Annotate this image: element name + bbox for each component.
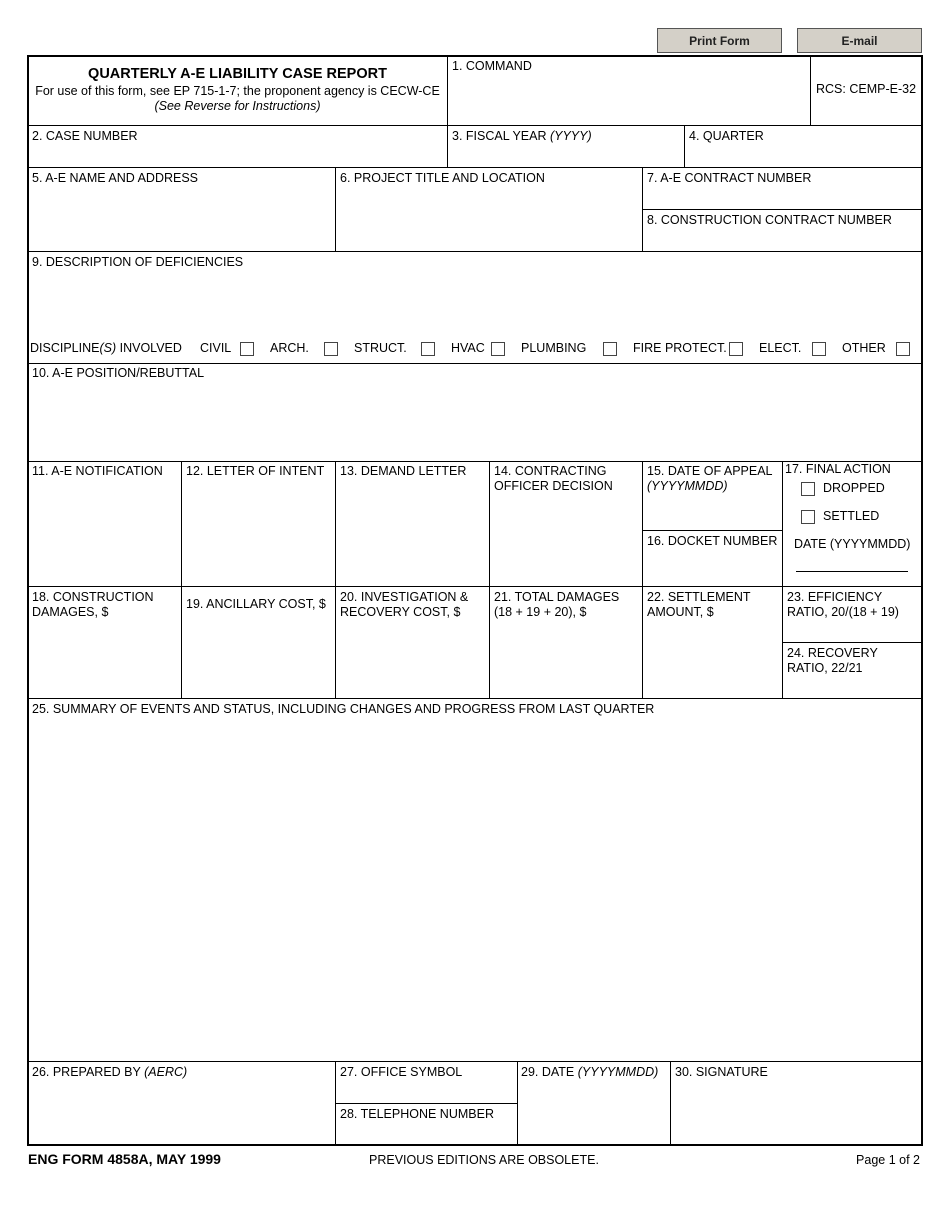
settlement-amount-field[interactable]	[644, 622, 781, 697]
discipline-arch-label: ARCH.	[270, 341, 309, 355]
discipline-struct-checkbox[interactable]	[421, 342, 435, 356]
final-action-settled-label: SETTLED	[823, 509, 880, 523]
construction-damages-field[interactable]	[29, 622, 180, 697]
final-action-dropped-label: DROPPED	[823, 481, 885, 495]
command-label: 1. COMMAND	[452, 59, 532, 73]
efficiency-ratio-field[interactable]	[784, 622, 921, 641]
office-symbol-label: 27. OFFICE SYMBOL	[340, 1065, 463, 1079]
docket-number-field[interactable]	[644, 550, 781, 585]
obsolete-notice: PREVIOUS EDITIONS ARE OBSOLETE.	[369, 1153, 599, 1167]
contracting-officer-decision-label: 14. CONTRACTING OFFICER DECISION	[494, 464, 613, 493]
print-form-button[interactable]: Print Form	[657, 28, 782, 53]
page-indicator: Page 1 of 2	[856, 1153, 920, 1167]
letter-of-intent-field[interactable]	[183, 480, 334, 585]
ancillary-cost-field[interactable]	[183, 622, 334, 697]
form-subtitle: For use of this form, see EP 715-1-7; the proponent agency is CECW-CE	[35, 84, 440, 98]
telephone-number-label: 28. TELEPHONE NUMBER	[340, 1107, 494, 1121]
demand-letter-label: 13. DEMAND LETTER	[340, 464, 467, 478]
form-title: QUARTERLY A-E LIABILITY CASE REPORT	[88, 66, 387, 82]
final-action-label: 17. FINAL ACTION	[785, 462, 891, 476]
discipline-hvac-checkbox[interactable]	[491, 342, 505, 356]
rcs-label: RCS: CEMP-E-32	[816, 82, 917, 96]
discipline-fire-protect-checkbox[interactable]	[729, 342, 743, 356]
ae-contract-number-field[interactable]	[644, 187, 921, 208]
reverse-instructions-note: (See Reverse for Instructions)	[154, 99, 321, 113]
discipline-plumbing-label: PLUMBING	[521, 341, 587, 355]
ae-name-address-field[interactable]	[29, 187, 334, 250]
total-damages-label: 21. TOTAL DAMAGES (18 + 19 + 20), $	[494, 590, 620, 619]
summary-of-events-label: 25. SUMMARY OF EVENTS AND STATUS, INCLUDING CHANGES AND PROGRESS FROM LAST QUARTER	[32, 702, 655, 716]
deficiencies-field[interactable]	[29, 271, 921, 335]
prepared-date-label: 29. DATE (YYYYMMDD)	[521, 1065, 659, 1079]
discipline-other-label: OTHER	[842, 341, 886, 355]
investigation-recovery-cost-field[interactable]	[337, 622, 488, 697]
ae-notification-field[interactable]	[29, 480, 180, 585]
discipline-struct-label: STRUCT.	[354, 341, 407, 355]
construction-contract-number-field[interactable]	[644, 229, 921, 250]
settlement-amount-label: 22. SETTLEMENT AMOUNT, $	[647, 590, 751, 619]
command-field[interactable]	[449, 75, 809, 123]
ae-contract-number-label: 7. A-E CONTRACT NUMBER	[647, 171, 812, 185]
deficiencies-label: 9. DESCRIPTION OF DEFICIENCIES	[32, 255, 244, 269]
discipline-civil-checkbox[interactable]	[240, 342, 254, 356]
construction-contract-number-label: 8. CONSTRUCTION CONTRACT NUMBER	[647, 213, 892, 227]
construction-damages-label: 18. CONSTRUCTION DAMAGES, $	[32, 590, 154, 619]
discipline-elect-label: ELECT.	[759, 341, 802, 355]
fiscal-year-label: 3. FISCAL YEAR (YYYY)	[452, 129, 592, 143]
investigation-recovery-cost-label: 20. INVESTIGATION & RECOVERY COST, $	[340, 590, 469, 619]
summary-of-events-field[interactable]	[29, 718, 921, 1060]
final-action-settled-checkbox[interactable]	[801, 510, 815, 524]
signature-field[interactable]	[672, 1081, 921, 1144]
contracting-officer-decision-field[interactable]	[491, 496, 641, 585]
recovery-ratio-field[interactable]	[784, 677, 921, 697]
prepared-by-field[interactable]	[29, 1081, 334, 1144]
discipline-civil-label: CIVIL	[200, 341, 232, 355]
quarter-field[interactable]	[686, 145, 921, 166]
quarter-label: 4. QUARTER	[689, 129, 764, 143]
efficiency-ratio-label: 23. EFFICIENCY RATIO, 20/(18 + 19)	[787, 590, 899, 619]
discipline-fire-protect-label: FIRE PROTECT.	[633, 341, 727, 355]
case-number-field[interactable]	[29, 145, 446, 166]
ae-name-address-label: 5. A-E NAME AND ADDRESS	[32, 171, 199, 185]
form-number: ENG FORM 4858A, MAY 1999	[28, 1151, 221, 1167]
discipline-other-checkbox[interactable]	[896, 342, 910, 356]
final-action-date-label: DATE (YYYYMMDD)	[794, 537, 911, 551]
prepared-by-label: 26. PREPARED BY (AERC)	[32, 1065, 188, 1079]
office-symbol-field[interactable]	[337, 1081, 516, 1102]
signature-label: 30. SIGNATURE	[675, 1065, 768, 1079]
ae-position-field[interactable]	[29, 382, 921, 460]
case-number-label: 2. CASE NUMBER	[32, 129, 138, 143]
email-button[interactable]: E-mail	[797, 28, 922, 53]
recovery-ratio-label: 24. RECOVERY RATIO, 22/21	[787, 646, 878, 675]
discipline-hvac-label: HVAC	[451, 341, 485, 355]
ae-notification-label: 11. A-E NOTIFICATION	[32, 464, 163, 478]
demand-letter-field[interactable]	[337, 480, 488, 585]
discipline-plumbing-checkbox[interactable]	[603, 342, 617, 356]
date-of-appeal-label: 15. DATE OF APPEAL (YYYYMMDD)	[647, 464, 773, 493]
ancillary-cost-label: 19. ANCILLARY COST, $	[186, 597, 326, 611]
ae-position-label: 10. A-E POSITION/REBUTTAL	[32, 366, 205, 380]
discipline-elect-checkbox[interactable]	[812, 342, 826, 356]
prepared-date-field[interactable]	[519, 1081, 669, 1144]
project-title-field[interactable]	[337, 187, 641, 250]
total-damages-field[interactable]	[491, 622, 641, 697]
project-title-label: 6. PROJECT TITLE AND LOCATION	[340, 171, 545, 185]
letter-of-intent-label: 12. LETTER OF INTENT	[186, 464, 325, 478]
final-action-dropped-checkbox[interactable]	[801, 482, 815, 496]
discipline-arch-checkbox[interactable]	[324, 342, 338, 356]
telephone-number-field[interactable]	[337, 1123, 516, 1144]
date-of-appeal-field[interactable]	[644, 496, 781, 529]
final-action-date-field[interactable]	[796, 556, 908, 572]
discipline-involved-label: DISCIPLINE(S) INVOLVED	[30, 341, 182, 355]
fiscal-year-field[interactable]	[449, 145, 683, 166]
docket-number-label: 16. DOCKET NUMBER	[647, 534, 778, 548]
